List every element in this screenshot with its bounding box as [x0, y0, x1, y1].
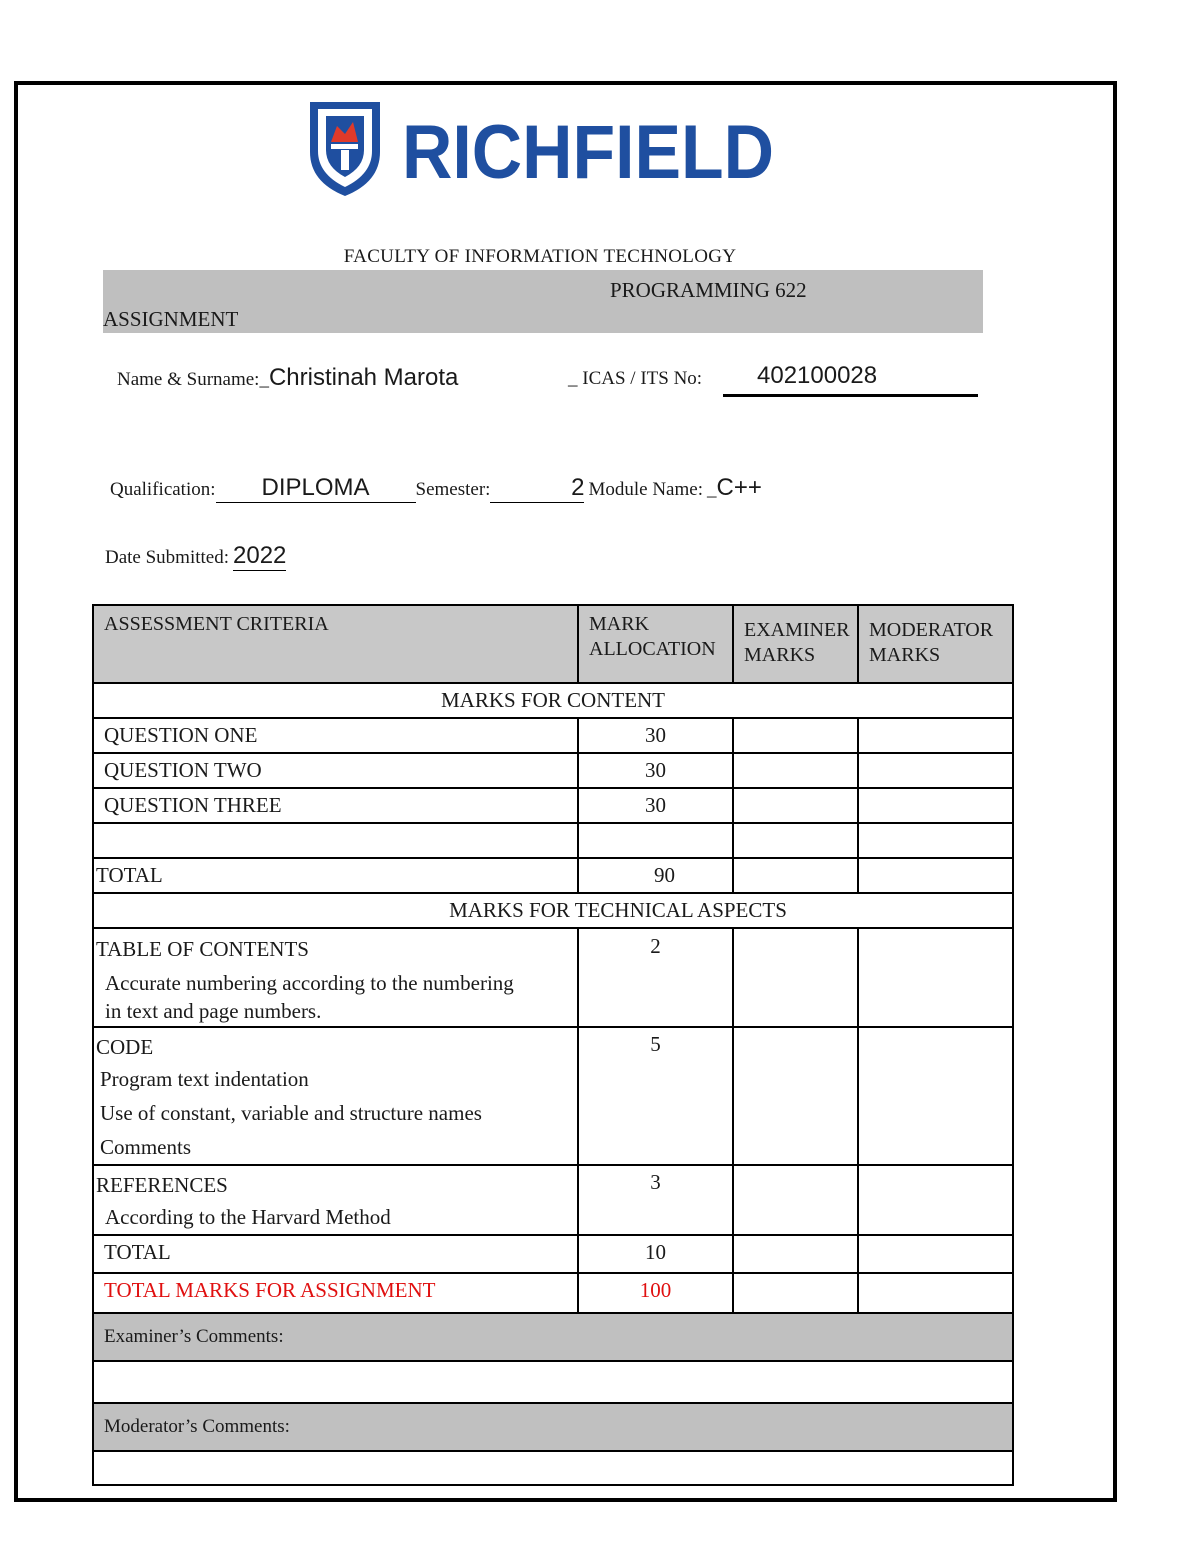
code-line-1: Program text indentation	[100, 1067, 309, 1091]
table-row	[93, 718, 1013, 753]
moderator-mark-cell[interactable]	[858, 823, 1013, 858]
richfield-logo	[307, 100, 777, 200]
grand-total-mark: 100	[578, 1273, 733, 1313]
table-row	[93, 1165, 1013, 1235]
criteria-cell: QUESTION TWO	[93, 753, 578, 788]
mark-cell	[578, 823, 733, 858]
grand-total-label: TOTAL MARKS FOR ASSIGNMENT	[93, 1273, 578, 1313]
moderator-mark-cell[interactable]	[858, 1235, 1013, 1273]
mark-cell: 5	[578, 1027, 733, 1165]
table-row	[93, 928, 1013, 1027]
mark-cell: 30	[578, 788, 733, 823]
header-moderator: MODERATOR MARKS	[858, 605, 1013, 683]
criteria-cell: TOTAL	[93, 858, 578, 893]
criteria-cell	[93, 1165, 578, 1235]
assessment-table	[92, 604, 1014, 1486]
section-row	[93, 893, 1013, 928]
examiner-comments-header	[93, 1313, 1013, 1361]
moderator-comments-header	[93, 1403, 1013, 1451]
examiner-comments-label: Examiner’s Comments:	[93, 1313, 1013, 1361]
icas-value: 402100028	[757, 362, 878, 389]
grand-total-row	[93, 1273, 1013, 1313]
qualification-value: DIPLOMA	[261, 474, 370, 501]
moderator-mark-cell[interactable]	[858, 788, 1013, 823]
mark-cell: 30	[578, 753, 733, 788]
icas-label: _ ICAS / ITS No:	[568, 368, 703, 389]
examiner-mark-cell[interactable]	[733, 1235, 858, 1273]
semester-value: 2	[571, 474, 585, 501]
code-line-2: Use of constant, variable and structure names	[100, 1101, 482, 1125]
date-row	[105, 542, 286, 571]
course-band	[103, 270, 983, 333]
references-line-1: According to the Harvard Method	[105, 1205, 391, 1229]
mark-cell: 90	[578, 858, 733, 893]
mark-cell: 2	[578, 928, 733, 1027]
name-label: Name & Surname:	[117, 369, 260, 390]
section-row	[93, 683, 1013, 718]
document-type: ASSIGNMENT	[103, 307, 239, 331]
moderator-comments-label: Moderator’s Comments:	[93, 1403, 1013, 1451]
date-label: Date Submitted:	[105, 547, 230, 568]
logo-wordmark: RICHFIELD	[402, 110, 774, 195]
icas-field	[568, 368, 702, 390]
moderator-mark-cell[interactable]	[858, 1165, 1013, 1235]
code-line-3: Comments	[100, 1135, 192, 1159]
table-row	[93, 753, 1013, 788]
header-mark-allocation: MARK ALLOCATION	[578, 605, 733, 683]
criteria-cell: QUESTION ONE	[93, 718, 578, 753]
moderator-mark-cell[interactable]	[858, 753, 1013, 788]
name-value: Christinah Marota	[268, 364, 459, 391]
examiner-mark-cell[interactable]	[733, 928, 858, 1027]
qualification-row: Qualification: DIPLOMA Semester: 2 Module Name: _C++	[110, 474, 762, 501]
criteria-cell: QUESTION THREE	[93, 788, 578, 823]
moderator-comments-row	[93, 1451, 1013, 1485]
table-row	[93, 823, 1013, 858]
table-row	[93, 1027, 1013, 1165]
module-value: C++	[716, 474, 762, 501]
content-section-title: MARKS FOR CONTENT	[93, 683, 1013, 718]
criteria-cell: TOTAL	[93, 1235, 578, 1273]
table-header	[93, 605, 1013, 683]
examiner-comments-field[interactable]	[93, 1361, 1013, 1403]
examiner-mark-cell[interactable]	[733, 1027, 858, 1165]
criteria-cell	[93, 823, 578, 858]
mark-cell: 30	[578, 718, 733, 753]
name-field: Name & Surname:_Christinah Marota	[117, 364, 459, 391]
toc-line-2: in text and page numbers.	[105, 999, 322, 1023]
header-examiner: EXAMINER MARKS	[733, 605, 858, 683]
examiner-mark-cell[interactable]	[733, 1165, 858, 1235]
moderator-mark-cell[interactable]	[858, 858, 1013, 893]
code-title: CODE	[96, 1035, 154, 1059]
icas-underline	[723, 394, 978, 397]
toc-title: TABLE OF CONTENTS	[96, 937, 309, 961]
technical-total-row	[93, 1235, 1013, 1273]
examiner-mark-cell[interactable]	[733, 753, 858, 788]
examiner-mark-cell[interactable]	[733, 718, 858, 753]
faculty-title: FACULTY OF INFORMATION TECHNOLOGY	[343, 246, 737, 267]
moderator-mark-cell[interactable]	[858, 1273, 1013, 1313]
mark-cell: 3	[578, 1165, 733, 1235]
content-total-row	[93, 858, 1013, 893]
examiner-mark-cell[interactable]	[733, 858, 858, 893]
moderator-mark-cell[interactable]	[858, 718, 1013, 753]
technical-section-title: MARKS FOR TECHNICAL ASPECTS	[93, 893, 1013, 928]
moderator-mark-cell[interactable]	[858, 1027, 1013, 1165]
examiner-mark-cell[interactable]	[733, 823, 858, 858]
examiner-mark-cell[interactable]	[733, 1273, 858, 1313]
references-title: REFERENCES	[96, 1173, 228, 1197]
examiner-mark-cell[interactable]	[733, 788, 858, 823]
semester-label: Semester:	[415, 479, 491, 500]
module-label: Module Name:	[588, 479, 703, 500]
table-row	[93, 788, 1013, 823]
criteria-cell	[93, 928, 578, 1027]
toc-line-1: Accurate numbering according to the numbering	[105, 971, 514, 995]
course-name: PROGRAMMING 622	[610, 278, 807, 302]
header-criteria: ASSESSMENT CRITERIA	[93, 605, 578, 683]
moderator-comments-field[interactable]	[93, 1451, 1013, 1485]
mark-cell: 10	[578, 1235, 733, 1273]
qualification-label: Qualification:	[110, 479, 216, 500]
moderator-mark-cell[interactable]	[858, 928, 1013, 1027]
examiner-comments-row	[93, 1361, 1013, 1403]
criteria-cell	[93, 1027, 578, 1165]
date-value: 2022	[233, 542, 287, 569]
